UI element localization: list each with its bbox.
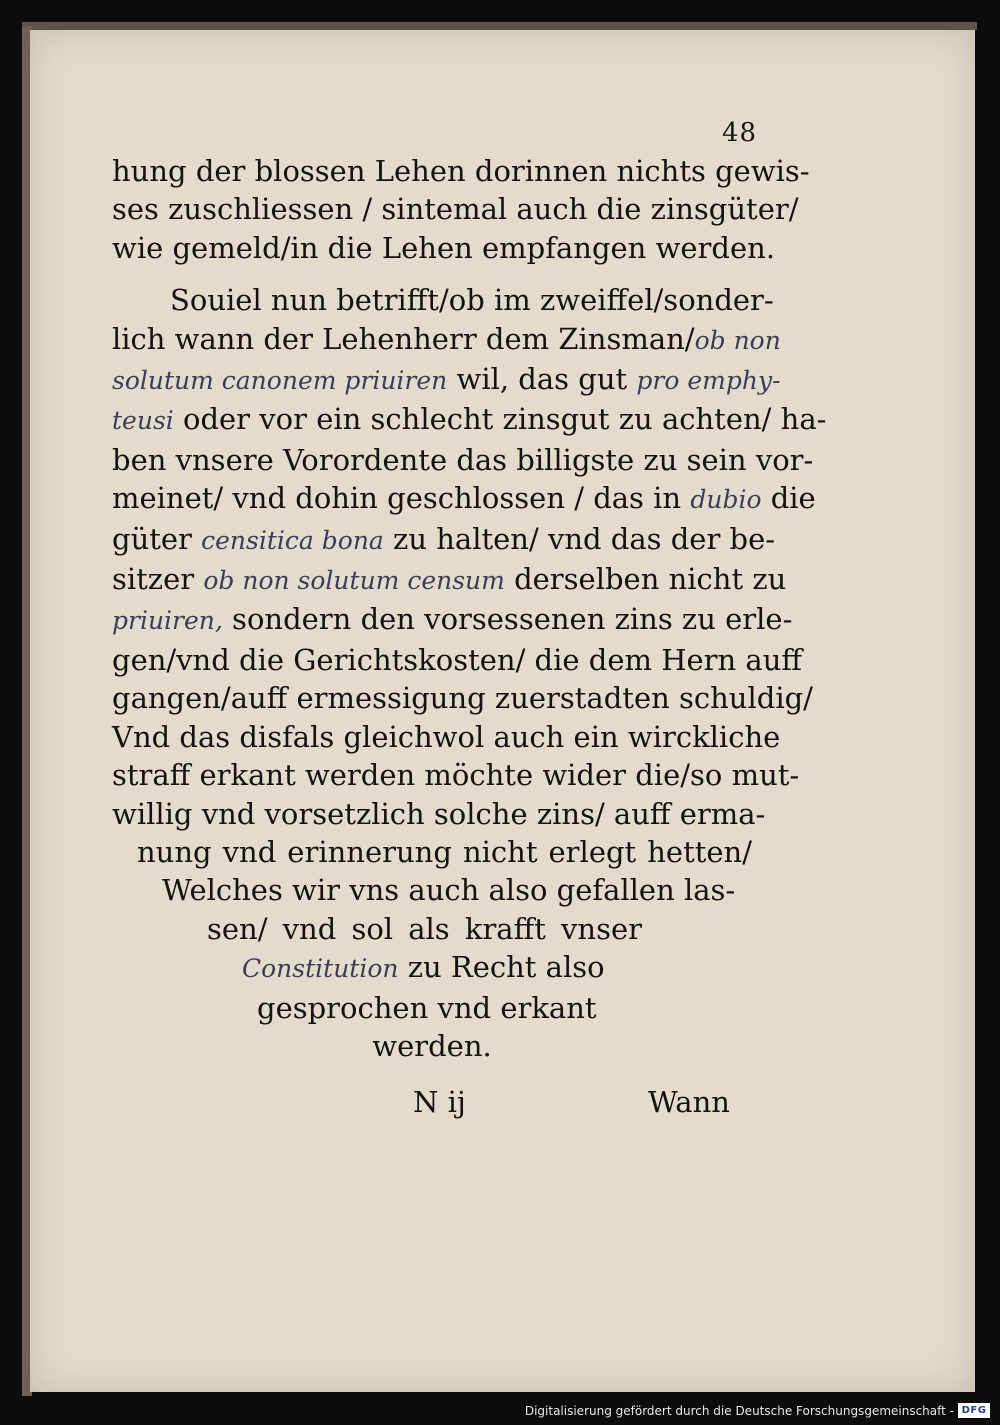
text-run: Vnd das disfals gleichwol auch ein wirckliche (112, 719, 781, 754)
latin-phrase: solutum canonem priuiren (112, 366, 448, 396)
text-line (112, 1027, 752, 1065)
latin-phrase: dubio (690, 485, 762, 515)
text-line (112, 641, 802, 679)
text-line (112, 989, 752, 1027)
text-run: lich wann der Lehenherr dem Zinsman/ (112, 321, 695, 356)
text-run: nung vnd erinnerung nicht erlegt hetten/ (137, 834, 752, 869)
text-run: zu Recht also (398, 950, 605, 985)
latin-phrase: ob non (694, 325, 781, 355)
text-run: sondern den vorsessenen zins zu erle- (222, 602, 793, 637)
text-run: gangen/auff ermessigung zuerstadten schuldig/ (112, 681, 813, 716)
paragraph-1 (112, 152, 810, 267)
text-line (112, 320, 781, 360)
latin-phrase: Constitution (242, 954, 399, 984)
text-run: zu halten/ vnd das der be- (383, 521, 776, 556)
text-run: Welches wir vns auch also gefallen las- (162, 873, 736, 908)
text-line (112, 910, 752, 948)
latin-phrase: censitica bona (201, 525, 384, 555)
text-run: die (761, 481, 816, 516)
paragraph-2 (112, 281, 827, 833)
catchword: Wann (648, 1085, 730, 1119)
text-line: hung der blossen Lehen dorinnen nichts gewis- (112, 154, 810, 188)
latin-phrase: teusi (112, 406, 174, 436)
text-line (112, 281, 774, 319)
text-run: gesprochen vnd erkant (257, 990, 597, 1025)
text-line (112, 756, 800, 794)
folio-number: 48 (722, 118, 758, 148)
text-run: sen/ vnd sol als krafft vnser (207, 911, 642, 946)
text-line (112, 948, 752, 988)
text-run: güter (112, 521, 202, 556)
text-run: gen/vnd die Gerichtskosten/ die dem Hern auff (112, 642, 802, 677)
text-line (112, 871, 752, 909)
text-run: willig vnd vorsetzlich solche zins/ auff erma- (112, 796, 766, 831)
text-line (112, 560, 787, 600)
page-edge-top (22, 22, 977, 30)
text-run: oder vor ein schlecht zinsgut zu achten/ ha- (173, 402, 827, 437)
text-run: derselben nicht zu (504, 562, 787, 597)
text-line (112, 600, 793, 640)
text-line (112, 718, 781, 756)
text-run: sitzer (112, 562, 204, 597)
text-line: wie gemeld/in die Lehen empfangen werden. (112, 230, 776, 265)
text-run: werden. (372, 1028, 492, 1063)
text-line (112, 479, 816, 519)
text-line (112, 520, 776, 560)
text-line (112, 833, 752, 871)
funding-credit: Digitalisierung gefördert durch die Deutsche Forschungsgemeinschaft - (524, 1404, 954, 1418)
paragraph-gap (112, 267, 752, 281)
latin-phrase: priuiren, (112, 606, 223, 636)
text-run: straff erkant werden möchte wider die/so mut- (112, 758, 800, 793)
text-line: ses zuschliessen / sintemal auch die zinsgüter/ (112, 192, 799, 227)
text-line (112, 441, 814, 479)
text-run: meinet/ vnd dohin geschlossen / das in (112, 481, 691, 516)
signature-mark: N ij (413, 1085, 466, 1119)
text-line (112, 679, 813, 717)
latin-phrase: pro emphy- (636, 366, 781, 396)
text-line (112, 360, 781, 400)
latin-phrase: ob non solutum censum (203, 566, 505, 596)
text-run: ben vnsere Vorordente das billigste zu sein vor- (112, 442, 814, 477)
text-line (112, 400, 827, 440)
text-line (112, 795, 766, 833)
text-run: Souiel nun betrifft/ob im zweiffel/sonder- (170, 283, 774, 318)
tapered-ending (112, 833, 752, 1065)
dfg-logo: DFG (958, 1403, 990, 1418)
text-run: wil, das gut (447, 362, 637, 397)
main-text (112, 152, 827, 1065)
